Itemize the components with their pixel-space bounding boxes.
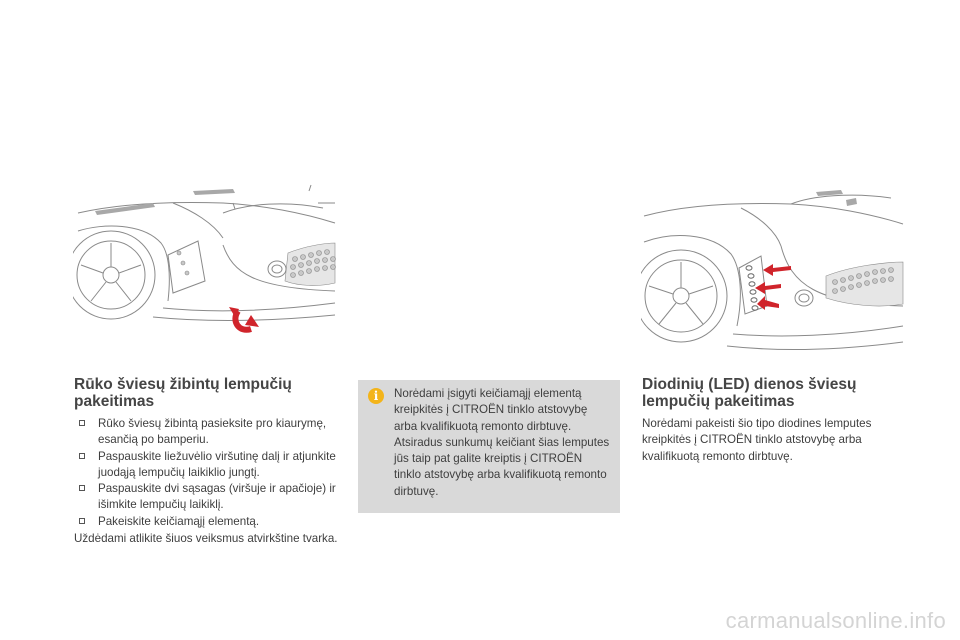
step-text: Rūko šviesų žibintą pasieksite pro kiaurymę, esančią po bamperiu. bbox=[98, 417, 327, 447]
led-lamp-paragraph: Norėdami pakeisti šio tipo diodines lemputes kreipkitės į CITROËN tinklo atstovybę arba kvalifikuotą remonto dirbtuvę. bbox=[642, 417, 872, 463]
info-paragraph: Atsiradus sunkumų keičiant šias lemputes jūs taip pat galite kreiptis į CITROËN tinklo atstovybę arba kvalifikuotą remonto dirbtuvę. bbox=[394, 435, 610, 498]
checkbox-bullet-icon bbox=[79, 420, 85, 426]
led-lamp-heading: Diodinių (LED) dienos šviesų lempučių pakeitimas bbox=[642, 376, 857, 410]
info-icon: i bbox=[368, 388, 384, 404]
info-text bbox=[394, 386, 610, 500]
watermark: carmanualsonline.info bbox=[725, 608, 946, 633]
fog-lamp-steps bbox=[74, 416, 340, 547]
step-text: Paspauskite liežuvėlio viršutinę dalį ir atjunkite juodąją lempučių laikiklio jungtį. bbox=[98, 449, 336, 479]
step-item bbox=[74, 481, 340, 514]
info-paragraph: Norėdami įsigyti keičiamąjį elementą kreipkitės į CITROËN tinklo atstovybę arba kvalifikuotą remonto dirbtuvę. bbox=[394, 387, 588, 433]
checkbox-bullet-icon bbox=[79, 518, 85, 524]
car-front-led-lamp-drawing bbox=[641, 186, 905, 363]
step-item bbox=[74, 514, 340, 530]
step-text: Paspauskite dvi sąsagas (viršuje ir apačioje) ir išimkite lempučių laikiklį. bbox=[98, 482, 336, 512]
checkbox-bullet-icon bbox=[79, 485, 85, 491]
fog-lamp-heading: Rūko šviesų žibintų lempučių pakeitimas bbox=[74, 376, 292, 410]
fog-lamp-illustration bbox=[73, 183, 337, 337]
step-text: Pakeiskite keičiamąjį elementą. bbox=[98, 514, 260, 528]
step-item bbox=[74, 449, 340, 482]
step-item bbox=[74, 416, 340, 449]
car-front-fog-lamp-drawing bbox=[73, 183, 337, 337]
checkbox-bullet-icon bbox=[79, 453, 85, 459]
info-box bbox=[358, 380, 620, 513]
reassembly-note: Uždėdami atlikite šiuos veiksmus atvirkštine tvarka. bbox=[74, 532, 338, 546]
led-lamp-illustration bbox=[641, 186, 905, 363]
